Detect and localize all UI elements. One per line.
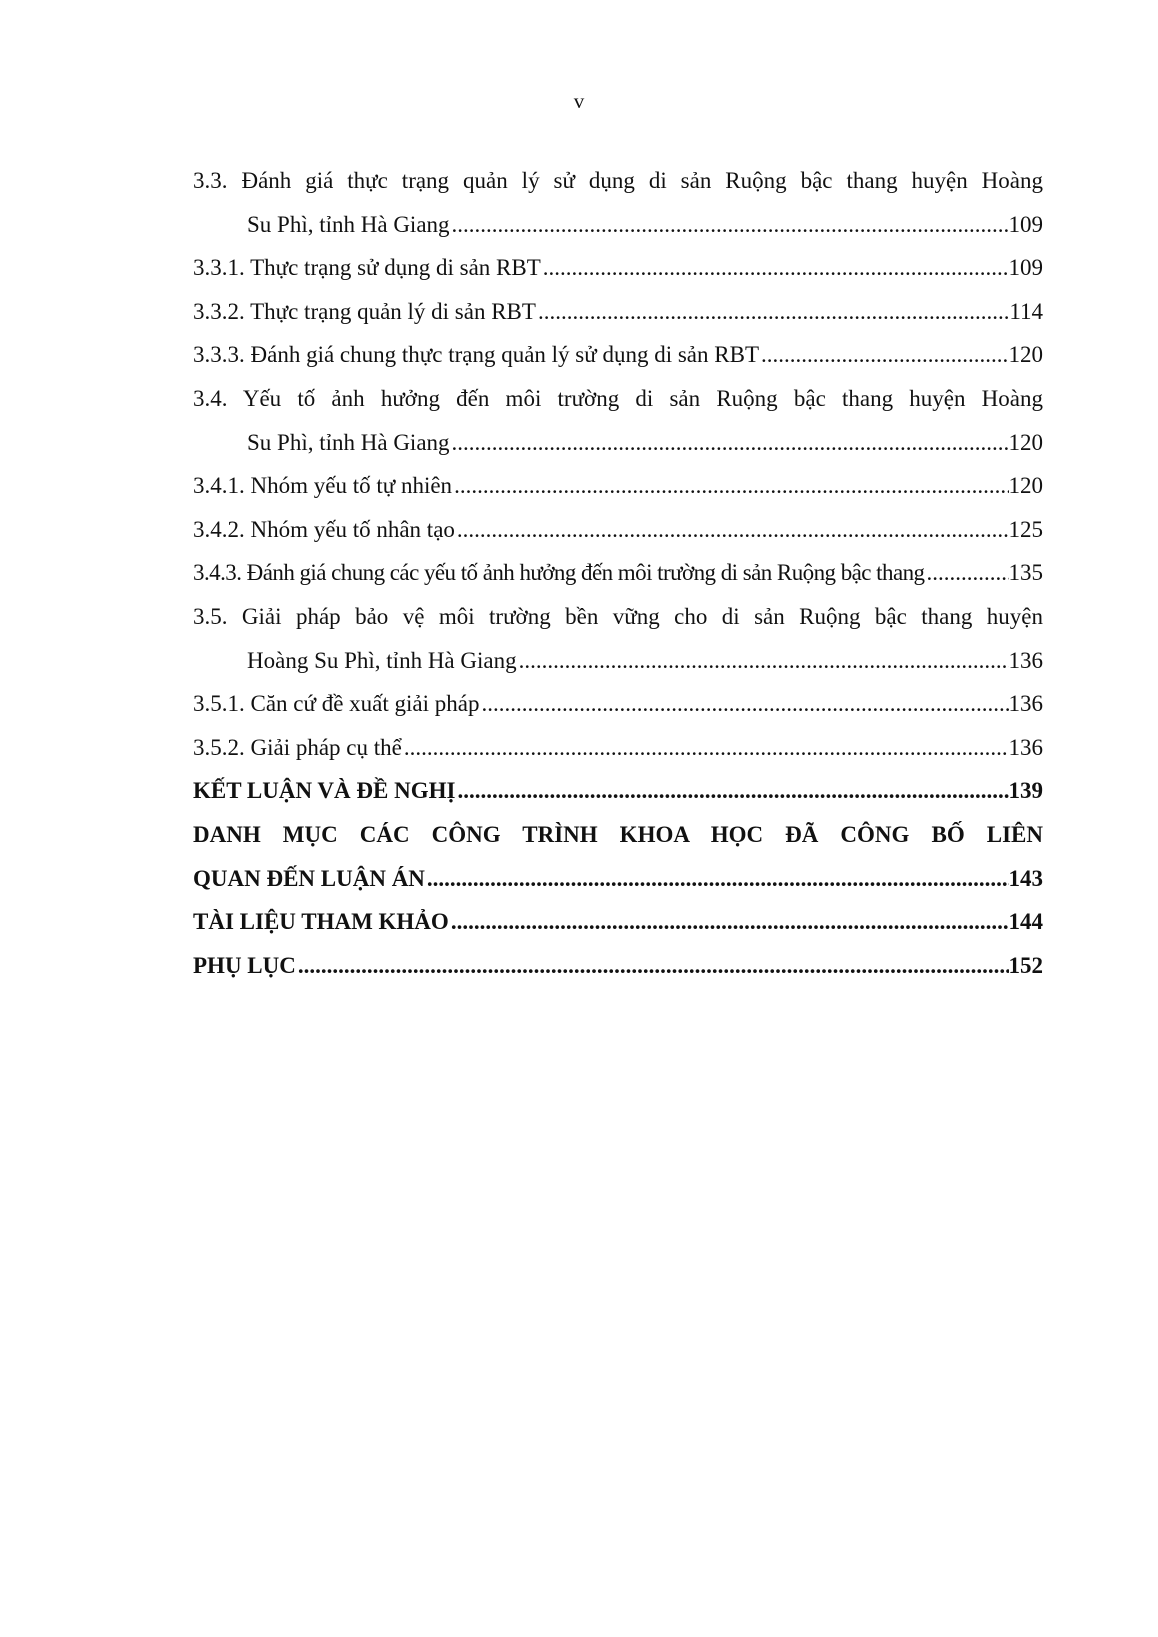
toc-entry-title-continued: Hoàng Su Phì, tỉnh Hà Giang bbox=[247, 647, 517, 673]
toc-entry-title: DANH MỤC CÁC CÔNG TRÌNH KHOA HỌC ĐÃ CÔNG BỐ LIÊN bbox=[193, 821, 1043, 847]
dot-leader bbox=[450, 421, 1009, 465]
toc-page-number: 143 bbox=[1008, 865, 1043, 891]
toc-entry-title: 3.3.1. Thực trạng sử dụng di sản RBT bbox=[193, 255, 541, 281]
dot-leader bbox=[425, 857, 1009, 901]
toc-page-number: 135 bbox=[1008, 560, 1043, 586]
toc-entry-3-4[interactable] bbox=[193, 377, 1043, 464]
dot-leader bbox=[479, 682, 1008, 726]
toc-entry-tai-lieu[interactable] bbox=[193, 900, 1043, 944]
toc-entry-title: TÀI LIỆU THAM KHẢO bbox=[193, 909, 449, 935]
toc-entry-title: 3.5.1. Căn cứ đề xuất giải pháp bbox=[193, 691, 480, 717]
toc-entry-title: 3.3.3. Đánh giá chung thực trạng quản lý sử dụng di sản RBT bbox=[193, 342, 759, 368]
dot-leader bbox=[455, 508, 1009, 552]
toc-entry-ket-luan[interactable] bbox=[193, 769, 1043, 813]
toc-entry-3-5-2[interactable] bbox=[193, 726, 1043, 770]
toc-entry-title: 3.5. Giải pháp bảo vệ môi trường bền vững cho di sản Ruộng bậc thang huyện bbox=[193, 603, 1043, 629]
dot-leader bbox=[759, 333, 1009, 377]
toc-entry-title: 3.4. Yếu tố ảnh hưởng đến môi trường di sản Ruộng bậc thang huyện Hoàng bbox=[193, 385, 1043, 411]
toc-entry-title: PHỤ LỤC bbox=[193, 952, 296, 978]
dot-leader bbox=[402, 726, 1009, 770]
toc-page-number: 139 bbox=[1008, 778, 1043, 804]
toc-entry-title: 3.3.2. Thực trạng quản lý di sản RBT bbox=[193, 298, 536, 324]
toc-entry-3-3-3[interactable] bbox=[193, 333, 1043, 377]
toc-entry-phu-luc[interactable] bbox=[193, 944, 1043, 988]
toc-page-number: 120 bbox=[1008, 342, 1043, 368]
toc-entry-3-3[interactable] bbox=[193, 159, 1043, 246]
toc-entry-3-3-1[interactable] bbox=[193, 246, 1043, 290]
page-number: v bbox=[573, 89, 585, 113]
toc-entry-title: 3.3. Đánh giá thực trạng quản lý sử dụng di sản Ruộng bậc thang huyện Hoàng bbox=[193, 168, 1043, 193]
toc-entry-danh-muc[interactable] bbox=[193, 813, 1043, 900]
dot-leader bbox=[517, 639, 1009, 683]
dot-leader bbox=[449, 900, 1009, 944]
toc-page-number: 125 bbox=[1008, 516, 1043, 542]
toc-entry-3-3-2[interactable] bbox=[193, 290, 1043, 334]
dot-leader bbox=[541, 246, 1009, 290]
dot-leader bbox=[450, 203, 1009, 247]
toc-entry-title: 3.4.1. Nhóm yếu tố tự nhiên bbox=[193, 473, 453, 499]
toc-page-number: 136 bbox=[1008, 647, 1043, 673]
toc-entry-3-4-2[interactable] bbox=[193, 508, 1043, 552]
dot-leader bbox=[452, 464, 1008, 508]
toc-entry-title: KẾT LUẬN VÀ ĐỀ NGHỊ bbox=[193, 778, 456, 804]
toc-entry-3-4-1[interactable] bbox=[193, 464, 1043, 508]
toc-entry-title: 3.5.2. Giải pháp cụ thể bbox=[193, 734, 402, 760]
dot-leader bbox=[536, 290, 1009, 334]
toc-page-number: 120 bbox=[1008, 429, 1043, 455]
toc-entry-3-5-1[interactable] bbox=[193, 682, 1043, 726]
toc-entry-3-5[interactable] bbox=[193, 595, 1043, 682]
dot-leader bbox=[296, 944, 1009, 988]
toc-page-number: 152 bbox=[1008, 952, 1043, 978]
toc-entry-title-continued: QUAN ĐẾN LUẬN ÁN bbox=[193, 865, 425, 891]
toc-entry-title-continued: Su Phì, tỉnh Hà Giang bbox=[247, 211, 450, 237]
toc-page-number: 114 bbox=[1009, 298, 1043, 324]
dot-leader bbox=[925, 551, 1009, 595]
toc-page-number: 109 bbox=[1008, 255, 1043, 281]
toc-page-number: 144 bbox=[1008, 909, 1043, 935]
toc-page-number: 120 bbox=[1008, 473, 1043, 499]
toc-page-number: 109 bbox=[1008, 211, 1043, 237]
toc-page-number: 136 bbox=[1008, 734, 1043, 760]
toc-entry-3-4-3[interactable] bbox=[193, 551, 1043, 595]
toc-entry-title: 3.4.3. Đánh giá chung các yếu tố ảnh hưởng đến môi trường di sản Ruộng bậc thang bbox=[193, 560, 925, 586]
dot-leader bbox=[455, 769, 1008, 813]
toc-entry-title: 3.4.2. Nhóm yếu tố nhân tạo bbox=[193, 516, 455, 542]
toc-entry-title-continued: Su Phì, tỉnh Hà Giang bbox=[247, 429, 450, 455]
table-of-contents bbox=[193, 159, 1043, 987]
toc-page-number: 136 bbox=[1008, 691, 1043, 717]
